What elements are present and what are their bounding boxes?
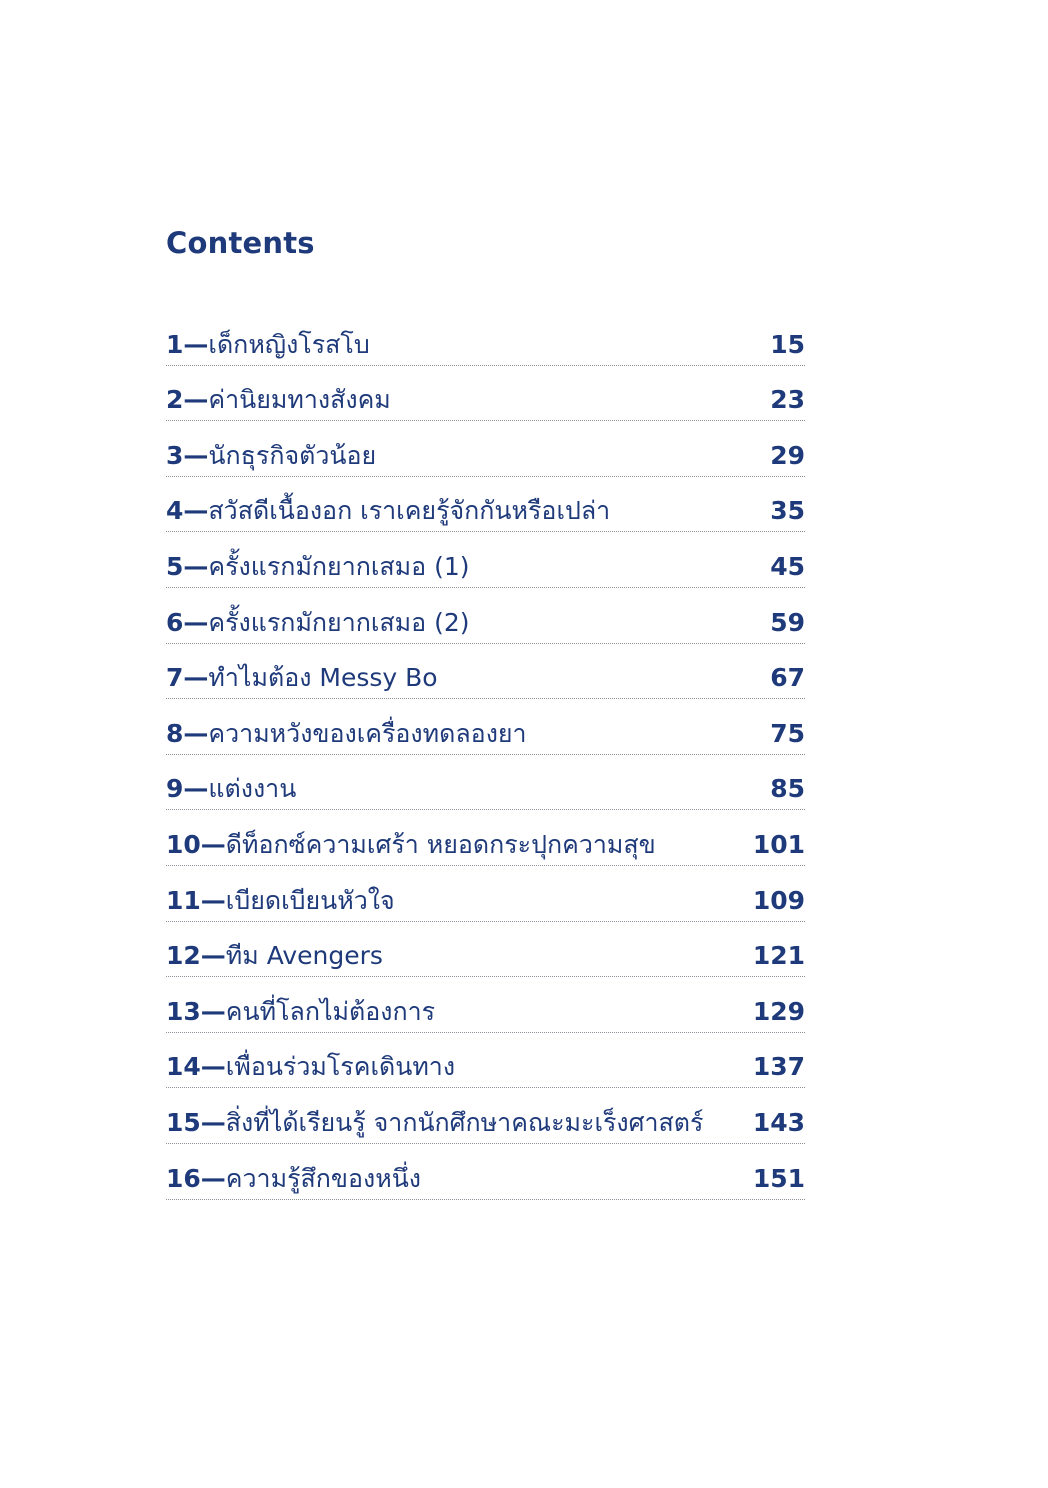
page-number: 15 [770, 329, 805, 359]
page-number: 45 [770, 551, 805, 581]
chapter-title: ครั้งแรกมักยากเสมอ (1) [208, 551, 470, 581]
chapter-title: เด็กหญิงโรสโบ [208, 329, 370, 359]
chapter-title: นักธุรกิจตัวน้อย [208, 440, 377, 470]
chapter-title: สิ่งที่ได้เรียนรู้ จากนักศึกษาคณะมะเร็งศาสตร์ [225, 1107, 704, 1137]
chapter-dash: — [200, 1052, 226, 1082]
toc-entry-16[interactable] [166, 1144, 805, 1200]
toc-entry-label [166, 774, 297, 804]
page-number: 35 [770, 496, 805, 526]
toc-entry-label [166, 385, 391, 415]
toc-entry-5[interactable] [166, 532, 805, 588]
page-number: 85 [770, 774, 805, 804]
toc-entry-label [166, 941, 383, 971]
chapter-number: 4 [166, 496, 184, 526]
toc-entry-6[interactable] [166, 588, 805, 644]
chapter-number: 11 [166, 885, 201, 915]
toc-entry-2[interactable] [166, 366, 805, 422]
chapter-title: ความรู้สึกของหนึ่ง [225, 1163, 421, 1193]
chapter-title: ความหวังของเครื่องทดลองยา [208, 718, 527, 748]
toc-entry-8[interactable] [166, 699, 805, 755]
toc-entry-label [166, 885, 395, 915]
toc-entry-13[interactable] [166, 977, 805, 1033]
chapter-number: 12 [166, 941, 201, 971]
page-number: 75 [770, 718, 805, 748]
chapter-dash: — [183, 718, 209, 748]
toc-entry-3[interactable] [166, 421, 805, 477]
chapter-title: ค่านิยมทางสังคม [208, 385, 391, 415]
page-number: 23 [770, 385, 805, 415]
chapter-dash: — [183, 329, 209, 359]
chapter-number: 10 [166, 829, 201, 859]
toc-entry-4[interactable] [166, 477, 805, 533]
page-number: 151 [752, 1163, 805, 1193]
chapter-title: คนที่โลกไม่ต้องการ [225, 996, 436, 1026]
chapter-number: 16 [166, 1163, 201, 1193]
toc-entry-label [166, 551, 470, 581]
toc-entry-11[interactable] [166, 866, 805, 922]
chapter-number: 8 [166, 718, 184, 748]
chapter-dash: — [183, 385, 209, 415]
toc-entry-7[interactable] [166, 644, 805, 700]
page-number: 109 [752, 885, 805, 915]
toc-entry-label [166, 607, 470, 637]
toc-entry-10[interactable] [166, 810, 805, 866]
chapter-number: 3 [166, 440, 184, 470]
toc-entry-label [166, 1107, 704, 1137]
chapter-title: ทีม Avengers [225, 941, 383, 971]
chapter-title: ครั้งแรกมักยากเสมอ (2) [208, 607, 470, 637]
toc-entry-label [166, 663, 438, 693]
toc-entry-label [166, 718, 527, 748]
chapter-dash: — [183, 440, 209, 470]
chapter-dash: — [183, 774, 209, 804]
page-number: 101 [752, 829, 805, 859]
chapter-number: 2 [166, 385, 184, 415]
toc-entry-label [166, 329, 370, 359]
table-of-contents [166, 310, 805, 1200]
chapter-dash: — [200, 1107, 226, 1137]
page-number: 121 [752, 941, 805, 971]
toc-entry-1[interactable] [166, 310, 805, 366]
toc-entry-label [166, 440, 377, 470]
page-title: Contents [166, 226, 315, 260]
chapter-dash: — [183, 496, 209, 526]
chapter-dash: — [183, 663, 209, 693]
toc-entry-12[interactable] [166, 922, 805, 978]
page-number: 143 [752, 1107, 805, 1137]
toc-entry-9[interactable] [166, 755, 805, 811]
chapter-number: 7 [166, 663, 184, 693]
chapter-dash: — [200, 885, 226, 915]
toc-entry-label [166, 829, 656, 859]
chapter-dash: — [200, 996, 226, 1026]
page-number: 67 [770, 663, 805, 693]
toc-entry-label [166, 996, 436, 1026]
page-number: 59 [770, 607, 805, 637]
chapter-number: 6 [166, 607, 184, 637]
page-number: 29 [770, 440, 805, 470]
chapter-number: 15 [166, 1107, 201, 1137]
chapter-title: เบียดเบียนหัวใจ [225, 885, 395, 915]
chapter-title: แต่งงาน [208, 774, 297, 804]
chapter-dash: — [183, 607, 209, 637]
toc-entry-label [166, 1052, 456, 1082]
chapter-number: 9 [166, 774, 184, 804]
toc-entry-14[interactable] [166, 1033, 805, 1089]
chapter-number: 5 [166, 551, 184, 581]
toc-entry-label [166, 1163, 421, 1193]
chapter-title: สวัสดีเนื้องอก เราเคยรู้จักกันหรือเปล่า [208, 496, 611, 526]
chapter-number: 1 [166, 329, 184, 359]
toc-entry-label [166, 496, 611, 526]
chapter-dash: — [200, 1163, 226, 1193]
chapter-number: 14 [166, 1052, 201, 1082]
chapter-title: เพื่อนร่วมโรคเดินทาง [225, 1052, 456, 1082]
chapter-title: ดีท็อกซ์ความเศร้า หยอดกระปุกความสุข [225, 829, 656, 859]
chapter-title: ทำไมต้อง Messy Bo [208, 663, 438, 693]
page-number: 137 [752, 1052, 805, 1082]
chapter-number: 13 [166, 996, 201, 1026]
chapter-dash: — [183, 551, 209, 581]
page-number: 129 [752, 996, 805, 1026]
chapter-dash: — [200, 941, 226, 971]
chapter-dash: — [200, 829, 226, 859]
toc-entry-15[interactable] [166, 1088, 805, 1144]
